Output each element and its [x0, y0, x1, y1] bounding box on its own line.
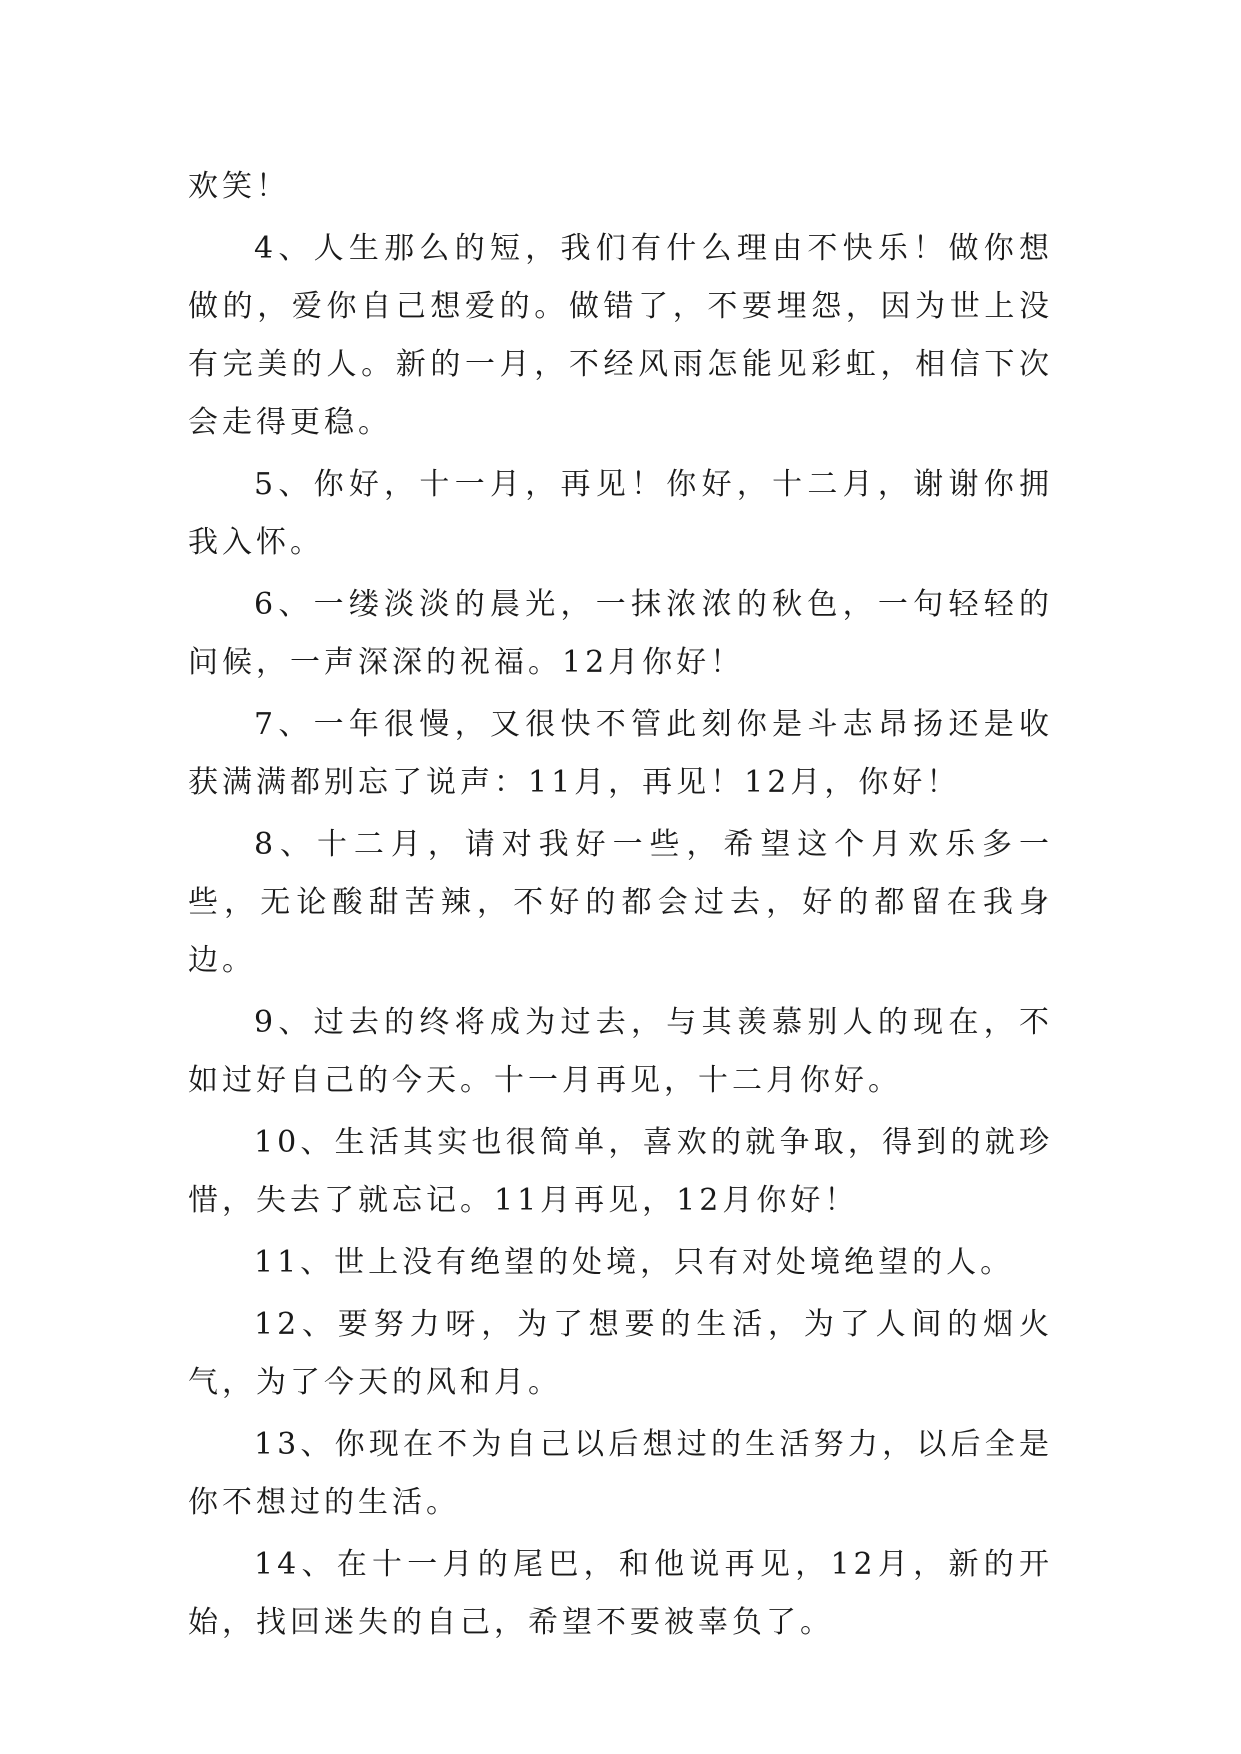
paragraph-item-14: 14、在十一月的尾巴，和他说再见，12月，新的开始，找回迷失的自己，希望不要被辜负了。	[188, 1547, 1053, 1640]
paragraph-item-4: 4、人生那么的短，我们有什么理由不快乐！做你想做的，爱你自己想爱的。做错了，不要埋怨，因为世上没有完美的人。新的一月，不经风雨怎能见彩虹，相信下次会走得更稳。	[188, 231, 1053, 440]
paragraph-item-6: 6、一缕淡淡的晨光，一抹浓浓的秋色，一句轻轻的问候，一声深深的祝福。12月你好！	[188, 587, 1053, 680]
paragraph-item-9: 9、过去的终将成为过去，与其羡慕别人的现在，不如过好自己的今天。十一月再见，十二月你好。	[188, 1005, 1053, 1098]
paragraph-item-12: 12、要努力呀，为了想要的生活，为了人间的烟火气，为了今天的风和月。	[188, 1307, 1053, 1400]
paragraph-item-11: 11、世上没有绝望的处境，只有对处境绝望的人。	[254, 1245, 1015, 1280]
paragraph-item-5: 5、你好，十一月，再见！你好，十二月，谢谢你拥我入怀。	[188, 467, 1053, 560]
paragraph-item-10: 10、生活其实也很简单，喜欢的就争取，得到的就珍惜，失去了就忘记。11月再见，12月你好！	[188, 1125, 1053, 1218]
paragraph-item-7: 7、一年很慢，又很快不管此刻你是斗志昂扬还是收获满满都别忘了说声：11月，再见！12月，你好！	[188, 707, 1053, 800]
paragraph-continuation: 欢笑！	[188, 169, 290, 204]
paragraph-item-8: 8、十二月，请对我好一些，希望这个月欢乐多一些，无论酸甜苦辣，不好的都会过去，好的都留在我身边。	[188, 827, 1053, 978]
document-body	[188, 158, 1053, 1656]
paragraph-item-13: 13、你现在不为自己以后想过的生活努力，以后全是你不想过的生活。	[188, 1427, 1053, 1520]
